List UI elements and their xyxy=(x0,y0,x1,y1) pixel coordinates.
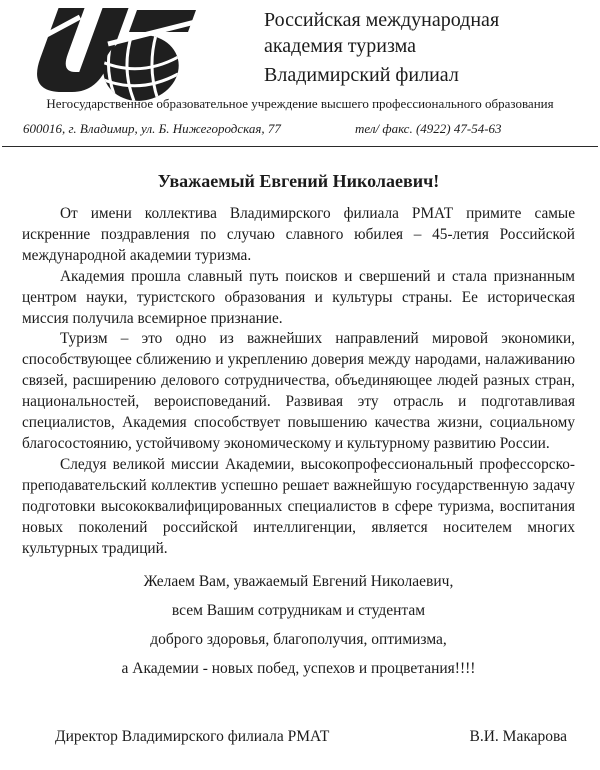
paragraph-1: От имени коллектива Владимирского филиала РМАТ примите самые искренние поздравления по случаю славного юбилея – 45-летия Российской международной академии туризма. xyxy=(22,205,575,264)
paragraph-2: Академия прошла славный путь поисков и свершений и стала признанным центром науки, туристского образования и культуры страны. Ее историческая миссия получила всемирное признание. xyxy=(22,267,575,327)
signer-name: В.И. Макарова xyxy=(469,728,567,745)
paragraph-3: Туризм – это одно из важнейших направлений мировой экономики, способствующее сближению и укреплению доверия между народами, налаживанию связей, расширению делового сотрудничества, объединяющее людей разных стран, национальностей, вероисповеданий. Развивая эту отрасль и подготавливая специалистов, Академия способствует повышению качества жизни, социальному благосостоянию, устойчивому экономическому и культурному развитию России. xyxy=(22,330,575,452)
org-type-line: Негосударственное образовательное учреждение высшего профессионального образования xyxy=(46,96,554,111)
wish-line-3: доброго здоровья, благополучия, оптимизма, xyxy=(150,631,447,649)
wish-line-2: всем Вашим сотрудникам и студентам xyxy=(171,602,426,620)
branch-name: Владимирский филиал xyxy=(264,64,459,86)
salutation: Уважаемый Евгений Николаевич! xyxy=(157,171,440,191)
address-row xyxy=(0,121,600,139)
wishes-block xyxy=(22,572,575,678)
letterhead xyxy=(0,0,600,150)
letterhead-divider xyxy=(2,146,598,147)
signature-row xyxy=(55,727,567,746)
signer-position: Директор Владимирского филиала РМАТ xyxy=(55,728,330,745)
paragraph-4: Следуя великой миссии Академии, высокопрофессиональный профессорско-преподавательский коллектив успешно решает важнейшую государственную задачу подготовки высококвалифицированных специалистов в сфере туризма, воспитания новых поколений российской интеллигенции, является носителем многих культурных традиций. xyxy=(22,455,575,557)
org-name-block xyxy=(264,7,499,88)
org-name-line-2: академия туризма xyxy=(264,35,416,57)
rmat-globe-logo-icon xyxy=(28,4,200,102)
phone-fax: тел/ факс. (4922) 47-54-63 xyxy=(355,121,502,136)
org-name-line-1: Российская международная xyxy=(264,9,500,31)
postal-address: 600016, г. Владимир, ул. Б. Нижегородская, 77 xyxy=(23,121,281,136)
wish-line-1: Желаем Вам, уважаемый Евгений Николаевич, xyxy=(143,573,454,591)
wish-line-4: а Академии - новых побед, успехов и процветания!!!! xyxy=(121,660,476,678)
letter-body xyxy=(22,170,575,688)
